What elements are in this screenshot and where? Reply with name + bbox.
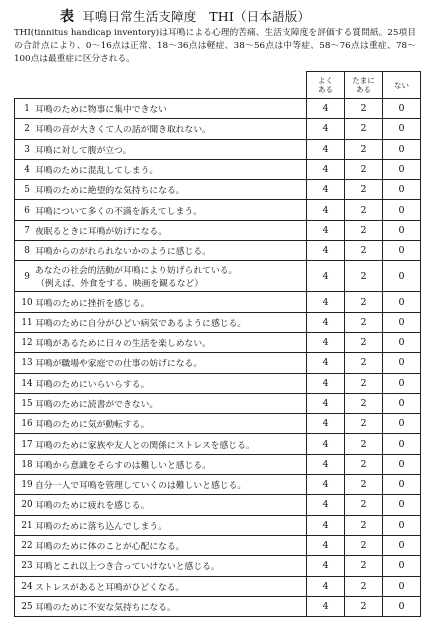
item-number: 8	[24, 246, 30, 257]
score-often: 4	[307, 576, 345, 596]
score-sometimes: 2	[345, 596, 383, 616]
score-often: 4	[307, 99, 345, 119]
item-cell	[15, 556, 307, 576]
question-text: 耳鳴のためにいらいらする。	[35, 379, 150, 390]
score-sometimes: 2	[345, 159, 383, 179]
item-number: 24	[21, 581, 33, 592]
table-title	[60, 6, 390, 26]
item-question	[35, 438, 255, 451]
table-row	[15, 434, 421, 454]
table-row	[15, 373, 421, 393]
score-often: 4	[307, 332, 345, 352]
item-question	[35, 458, 211, 471]
question-text: 夜眠るときに耳鳴が妨げになる。	[35, 226, 167, 237]
score-often: 4	[307, 535, 345, 555]
item-number: 3	[24, 144, 30, 155]
score-never: 0	[383, 200, 421, 220]
score-often: 4	[307, 200, 345, 220]
score-sometimes: 2	[345, 99, 383, 119]
score-sometimes: 2	[345, 312, 383, 332]
table-row	[15, 495, 421, 515]
header-sometimes: たまに ある	[345, 72, 383, 99]
item-number: 13	[21, 358, 33, 369]
item-question	[35, 244, 211, 257]
question-text: 耳鳴から意識をそらすのは難しいと感じる。	[35, 460, 211, 471]
item-question	[35, 102, 167, 115]
item-number: 21	[21, 520, 33, 531]
item-question	[35, 356, 202, 369]
score-sometimes: 2	[345, 220, 383, 240]
item-question	[35, 204, 202, 217]
score-never: 0	[383, 159, 421, 179]
item-number: 18	[21, 459, 33, 470]
item-number: 4	[24, 165, 30, 176]
score-often: 4	[307, 119, 345, 139]
question-text: あなたの社会的活動が耳鳴により妨げられている。	[35, 266, 238, 277]
item-cell	[15, 515, 307, 535]
score-sometimes: 2	[345, 200, 383, 220]
item-question	[35, 559, 220, 572]
score-never: 0	[383, 373, 421, 393]
item-number: 10	[21, 297, 33, 308]
item-cell	[15, 261, 307, 292]
table-row	[15, 515, 421, 535]
score-often: 4	[307, 596, 345, 616]
score-often: 4	[307, 261, 345, 292]
item-number: 5	[24, 185, 30, 196]
item-question	[35, 478, 246, 491]
question-text: 耳鳴のために物事に集中できない	[35, 105, 167, 116]
table-row	[15, 454, 421, 474]
item-number: 7	[24, 225, 30, 236]
item-number: 14	[21, 378, 33, 389]
question-text: 耳鳴のために混乱してしまう。	[35, 166, 159, 177]
item-number: 20	[21, 500, 33, 511]
score-often: 4	[307, 373, 345, 393]
score-sometimes: 2	[345, 414, 383, 434]
item-cell	[15, 332, 307, 352]
item-question	[35, 417, 149, 430]
question-text: 耳鳴のために家族や友人との関係にストレスを感じる。	[35, 440, 255, 451]
item-cell	[15, 475, 307, 495]
question-text: 耳鳴とこれ以上つき合っていけないと感じる。	[35, 562, 220, 573]
intro-paragraph: THI(tinnitus handicap inventory)は耳鳴による心理的苦痛、生活支障度を評価する質問紙。25項目の合計点により、0〜16点は正常、18〜36点は軽症、38〜56点は中等症、58〜76点は重症、78〜100点は最重症に区分される。	[14, 28, 416, 64]
score-never: 0	[383, 535, 421, 555]
item-cell	[15, 159, 307, 179]
item-question	[35, 163, 158, 176]
score-never: 0	[383, 353, 421, 373]
item-number: 17	[21, 439, 33, 450]
item-cell	[15, 434, 307, 454]
table-row	[15, 353, 421, 373]
item-number: 25	[21, 601, 33, 612]
table-row	[15, 393, 421, 413]
score-never: 0	[383, 312, 421, 332]
score-sometimes: 2	[345, 434, 383, 454]
score-often: 4	[307, 159, 345, 179]
item-cell	[15, 200, 307, 220]
table-row	[15, 312, 421, 332]
header-often: よく ある	[307, 72, 345, 99]
table-row	[15, 241, 421, 261]
score-often: 4	[307, 495, 345, 515]
table-row	[15, 220, 421, 240]
question-text: 耳鳴のために不安な気持ちになる。	[35, 602, 176, 613]
score-often: 4	[307, 353, 345, 373]
score-often: 4	[307, 139, 345, 159]
score-never: 0	[383, 475, 421, 495]
question-text: 耳鳴のために体のことが心配になる。	[35, 542, 185, 553]
table-row	[15, 99, 421, 119]
table-header	[15, 72, 421, 99]
score-never: 0	[383, 576, 421, 596]
item-question	[35, 122, 211, 135]
item-cell	[15, 576, 307, 596]
score-sometimes: 2	[345, 292, 383, 312]
score-sometimes: 2	[345, 180, 383, 200]
score-sometimes: 2	[345, 373, 383, 393]
score-sometimes: 2	[345, 535, 383, 555]
score-sometimes: 2	[345, 515, 383, 535]
question-text: 耳鳴があるために日々の生活を楽しめない。	[35, 339, 211, 350]
score-often: 4	[307, 393, 345, 413]
table-row	[15, 292, 421, 312]
table-body	[15, 99, 421, 617]
item-cell	[15, 292, 307, 312]
score-often: 4	[307, 292, 345, 312]
table-row	[15, 556, 421, 576]
score-sometimes: 2	[345, 393, 383, 413]
item-cell	[15, 99, 307, 119]
table-row	[15, 576, 421, 596]
item-number: 15	[21, 399, 33, 409]
question-text: 耳鳴からのがれられないかのように感じる。	[35, 247, 211, 258]
item-number: 11	[21, 317, 33, 328]
table-label: 表	[60, 9, 75, 25]
score-never: 0	[383, 332, 421, 352]
item-cell	[15, 180, 307, 200]
item-cell	[15, 393, 307, 413]
item-cell	[15, 353, 307, 373]
question-text: 耳鳴のために疲れを感じる。	[35, 501, 150, 512]
header-never: ない	[383, 72, 421, 99]
score-often: 4	[307, 475, 345, 495]
table-row	[15, 596, 421, 616]
score-often: 4	[307, 312, 345, 332]
table-row	[15, 261, 421, 292]
item-number: 23	[21, 561, 33, 572]
item-question	[35, 336, 211, 349]
item-number: 16	[21, 419, 33, 430]
item-cell	[15, 535, 307, 555]
score-sometimes: 2	[345, 353, 383, 373]
table-row	[15, 535, 421, 555]
score-never: 0	[383, 139, 421, 159]
score-often: 4	[307, 180, 345, 200]
score-never: 0	[383, 454, 421, 474]
score-never: 0	[383, 414, 421, 434]
question-text: 耳鳴のために挫折を感じる。	[35, 298, 150, 309]
question-text: 耳鳴について多くの不満を訴えてしまう。	[35, 206, 202, 217]
score-sometimes: 2	[345, 332, 383, 352]
score-never: 0	[383, 119, 421, 139]
score-sometimes: 2	[345, 261, 383, 292]
score-often: 4	[307, 220, 345, 240]
item-cell	[15, 119, 307, 139]
item-cell	[15, 454, 307, 474]
table-row	[15, 139, 421, 159]
item-number: 22	[21, 541, 33, 552]
score-often: 4	[307, 454, 345, 474]
item-cell	[15, 139, 307, 159]
table-row	[15, 200, 421, 220]
score-often: 4	[307, 515, 345, 535]
item-question	[35, 539, 185, 552]
score-never: 0	[383, 393, 421, 413]
score-never: 0	[383, 596, 421, 616]
item-cell	[15, 596, 307, 616]
item-question	[35, 296, 149, 309]
item-cell	[15, 495, 307, 515]
item-question	[35, 143, 131, 156]
score-sometimes: 2	[345, 119, 383, 139]
table-row	[15, 332, 421, 352]
score-never: 0	[383, 556, 421, 576]
item-cell	[15, 241, 307, 261]
table-row	[15, 180, 421, 200]
score-often: 4	[307, 434, 345, 454]
question-text: 自分一人で耳鳴を管理していくのは難しいと感じる。	[35, 481, 247, 492]
score-often: 4	[307, 414, 345, 434]
item-number: 2	[24, 124, 30, 135]
score-sometimes: 2	[345, 475, 383, 495]
question-text: ストレスがあると耳鳴がひどくなる。	[35, 582, 185, 593]
score-sometimes: 2	[345, 139, 383, 159]
item-cell	[15, 414, 307, 434]
item-question	[35, 224, 167, 237]
question-text: 耳鳴のために気が動転する。	[35, 420, 150, 431]
item-cell	[15, 312, 307, 332]
item-question	[35, 397, 158, 410]
question-text: 耳鳴に対して腹が立つ。	[35, 145, 132, 156]
item-question	[35, 377, 149, 390]
score-often: 4	[307, 241, 345, 261]
item-number: 9	[24, 271, 30, 282]
table-row	[15, 159, 421, 179]
item-question	[35, 600, 176, 613]
item-cell	[15, 373, 307, 393]
item-question	[35, 183, 185, 196]
item-number: 12	[21, 338, 33, 349]
item-number: 19	[21, 480, 33, 491]
item-number: 6	[24, 205, 30, 216]
table-name: 耳鳴日常生活支障度 THI（日本語版）	[82, 9, 311, 24]
item-question	[35, 498, 149, 511]
item-cell	[15, 220, 307, 240]
question-text: 耳鳴が職場や家庭での仕事の妨げになる。	[35, 359, 203, 370]
question-subtext: （例えば、外食をする、映画を観るなど）	[36, 279, 204, 290]
score-never: 0	[383, 99, 421, 119]
score-sometimes: 2	[345, 454, 383, 474]
item-question	[35, 519, 167, 532]
item-number: 1	[24, 104, 30, 115]
question-text: 耳鳴の音が大きくて人の話が聞き取れない。	[35, 125, 211, 136]
question-text: 耳鳴のために落ち込んでしまう。	[35, 521, 167, 532]
score-often: 4	[307, 556, 345, 576]
score-never: 0	[383, 180, 421, 200]
item-question	[35, 263, 237, 289]
score-sometimes: 2	[345, 576, 383, 596]
score-sometimes: 2	[345, 556, 383, 576]
score-never: 0	[383, 434, 421, 454]
score-sometimes: 2	[345, 495, 383, 515]
item-question	[35, 580, 184, 593]
question-text: 耳鳴のために自分がひどい病気であるように感じる。	[35, 318, 247, 329]
score-never: 0	[383, 495, 421, 515]
score-sometimes: 2	[345, 241, 383, 261]
item-question	[35, 316, 246, 329]
table-row	[15, 119, 421, 139]
score-never: 0	[383, 292, 421, 312]
thi-table	[14, 71, 421, 617]
score-never: 0	[383, 241, 421, 261]
table-row	[15, 475, 421, 495]
score-never: 0	[383, 220, 421, 240]
score-never: 0	[383, 261, 421, 292]
question-text: 耳鳴のために絶望的な気持ちになる。	[35, 186, 185, 197]
table-row	[15, 414, 421, 434]
header-blank-cell	[15, 72, 307, 99]
question-text: 耳鳴のために読書ができない。	[35, 400, 159, 410]
score-never: 0	[383, 515, 421, 535]
